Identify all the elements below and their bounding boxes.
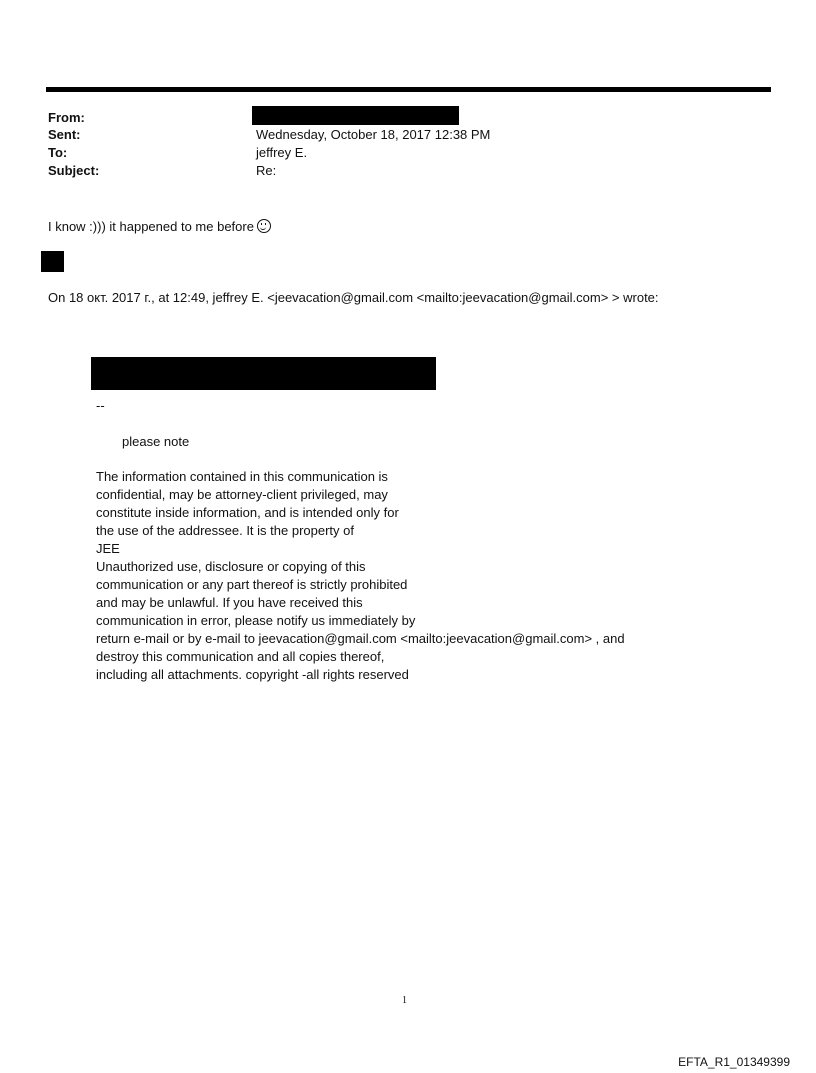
- document-id: EFTA_R1_01349399: [678, 1055, 790, 1069]
- to-value: jeffrey E.: [256, 145, 308, 160]
- disclaimer-line: communication in error, please notify us immediately by: [96, 613, 416, 628]
- quoted-intro: On 18 окт. 2017 г., at 12:49, jeffrey E. <jeevacation@gmail.com <mailto:jeevacation@gmail.com> > wrote:: [48, 290, 659, 305]
- redacted-signature: [41, 251, 64, 272]
- disclaimer-line: confidential, may be attorney-client privileged, may: [96, 487, 388, 502]
- please-note: please note: [122, 434, 190, 449]
- disclaimer-line: destroy this communication and all copies thereof,: [96, 649, 385, 664]
- sent-label: Sent:: [48, 127, 81, 142]
- redacted-quoted-message: [91, 357, 436, 390]
- header-rule: [46, 87, 771, 92]
- subject-value: Re:: [256, 163, 277, 178]
- disclaimer-line: JEE: [96, 541, 120, 556]
- disclaimer-line: Unauthorized use, disclosure or copying of this: [96, 559, 366, 574]
- disclaimer-line: communication or any part thereof is strictly prohibited: [96, 577, 408, 592]
- reply-line: [48, 218, 271, 236]
- disclaimer-line: including all attachments. copyright -all rights reserved: [96, 667, 409, 682]
- disclaimer-line: and may be unlawful. If you have received this: [96, 595, 363, 610]
- disclaimer-line: The information contained in this communication is: [96, 469, 388, 484]
- subject-label: Subject:: [48, 163, 100, 178]
- disclaimer-line: the use of the addressee. It is the property of: [96, 523, 354, 538]
- from-label: From:: [48, 110, 85, 125]
- sent-value: Wednesday, October 18, 2017 12:38 PM: [256, 127, 491, 142]
- page-number: 1: [402, 995, 407, 1006]
- smiley-face-icon: [257, 219, 271, 233]
- disclaimer-line: return e-mail or by e-mail to jeevacation@gmail.com <mailto:jeevacation@gmail.com> , and: [96, 631, 625, 646]
- redacted-sender: [252, 106, 459, 125]
- disclaimer-line: constitute inside information, and is intended only for: [96, 505, 399, 520]
- disclaimer-block: [96, 468, 625, 684]
- signature-dash: --: [96, 398, 105, 413]
- to-label: To:: [48, 145, 68, 160]
- reply-text: I know :))) it happened to me before: [48, 219, 254, 234]
